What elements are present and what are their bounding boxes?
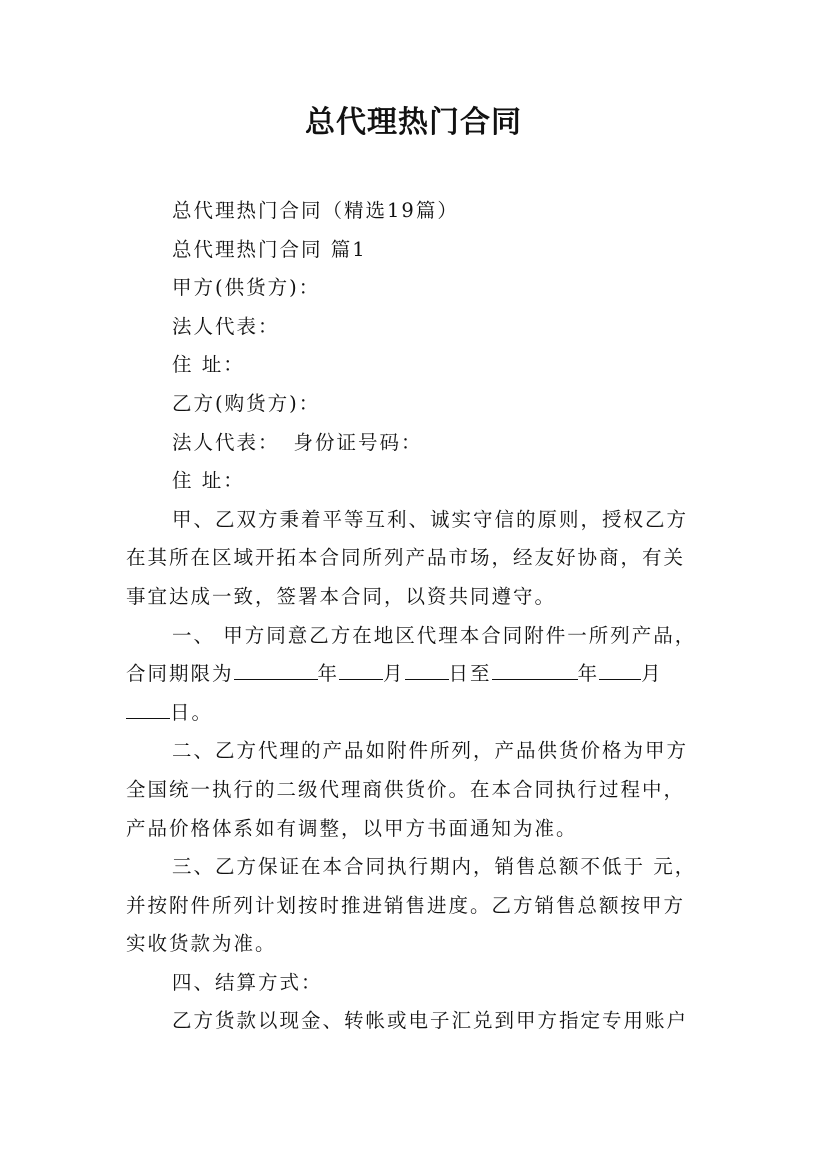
- party-b-label: 乙方(购货方)：: [172, 391, 321, 415]
- subtitle-line: 总代理热门合同（精选19篇）: [172, 199, 459, 222]
- paragraph-clause-4-text: 乙方货款以现金、转帐或电子汇兑到甲方指定专用账户: [172, 1009, 689, 1033]
- section-heading: 总代理热门合同 篇1: [172, 237, 367, 261]
- blank-start-year: [234, 661, 318, 680]
- document-body: [126, 192, 706, 1041]
- party-b-representative-line: [126, 424, 706, 463]
- party-b-address: 住 址：: [172, 469, 245, 493]
- party-a-label: 甲方(供货方)：: [172, 276, 321, 300]
- party-b-id-number: 身份证号码：: [293, 430, 423, 454]
- party-a-representative: 法人代表：: [172, 314, 280, 338]
- year-label-2: 年: [577, 662, 600, 686]
- month-label: 月: [383, 662, 405, 686]
- party-a-address: 住 址：: [172, 353, 245, 377]
- blank-end-day: [126, 700, 170, 719]
- paragraph-clause-4-heading: 四、结算方式：: [172, 970, 323, 994]
- document-title: 总代理热门合同: [305, 105, 522, 140]
- year-label: 年: [317, 662, 340, 686]
- blank-start-day: [405, 661, 449, 680]
- party-b-representative: 法人代表：: [172, 430, 280, 454]
- day-label-end: 日。: [170, 700, 214, 724]
- blank-end-year: [492, 661, 578, 680]
- paragraph-clause-3: 三、乙方保证在本合同执行期内，销售总额不低于 元，并按附件所列计划按时推进销售进度。乙方销售总额按甲方实收货款为准。: [126, 855, 697, 956]
- blank-start-month: [339, 661, 383, 680]
- blank-end-month: [599, 661, 641, 680]
- paragraph-clause-1: [126, 617, 706, 733]
- paragraph-clause-2: 二、乙方代理的产品如附件所列，产品供货价格为甲方全国统一执行的二级代理商供货价。在本合同执行过程中，产品价格体系如有调整，以甲方书面通知为准。: [126, 739, 689, 840]
- day-to-label: 日至: [448, 662, 492, 686]
- paragraph-preamble: 甲、乙双方秉着平等互利、诚实守信的原则，授权乙方在其所在区域开拓本合同所列产品市场，经友好协商，有关事宜达成一致，签署本合同，以资共同遵守。: [126, 507, 689, 608]
- month-label-2: 月: [641, 662, 663, 686]
- clause-1-text: 一、 甲方同意乙方在地区代理本合同附件一所列产品，合同期限为: [126, 623, 697, 686]
